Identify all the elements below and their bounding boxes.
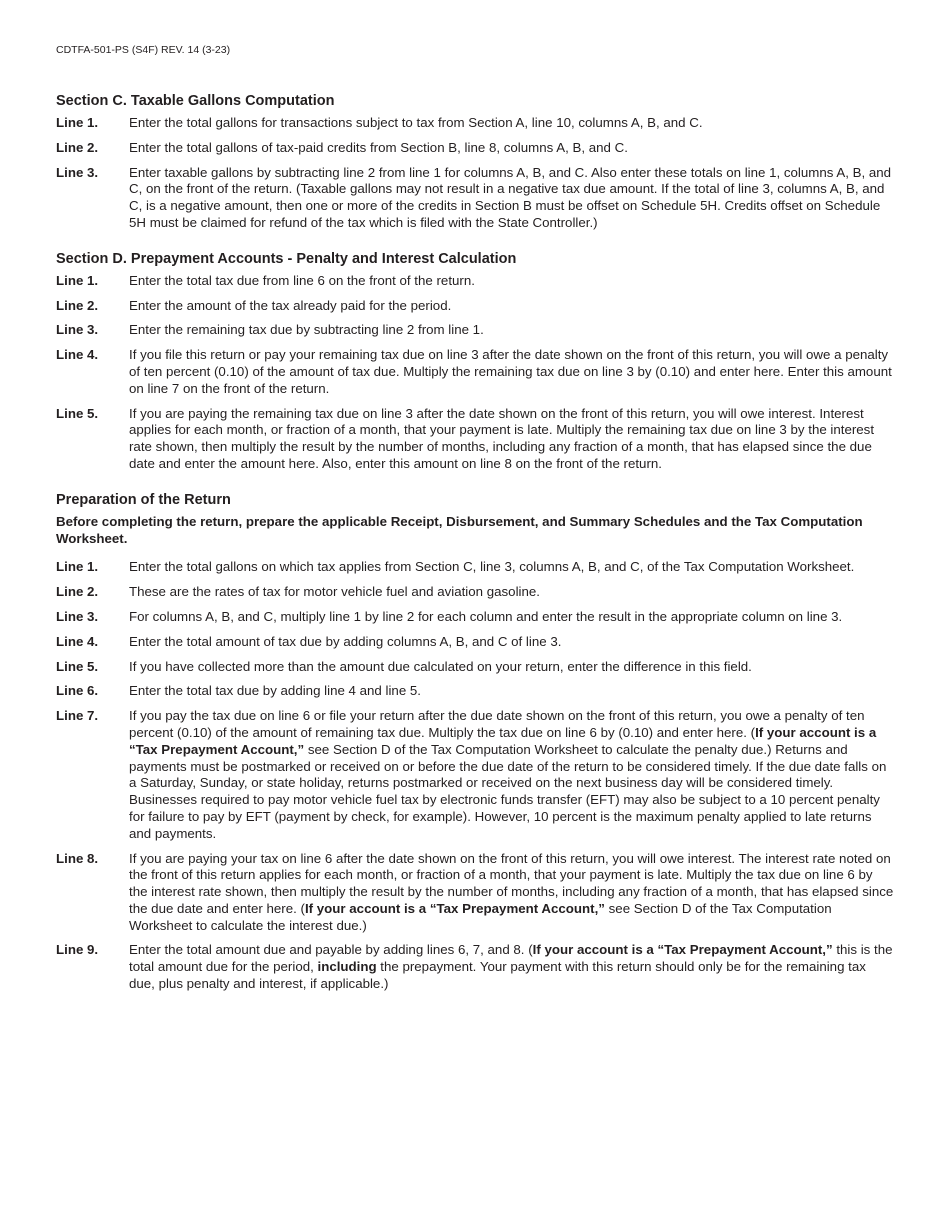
text-part: this is the total amount due for the period, [129, 942, 893, 975]
line-label: Line 2. [56, 139, 99, 155]
section-d-line-3 [56, 322, 894, 339]
line-label: Line 3. [56, 164, 99, 180]
section-d-line-4 [56, 347, 894, 397]
line-text: If you have collected more than the amount due calculated on your return, enter the difference in this field. [129, 658, 752, 674]
line-text: If you are paying the remaining tax due on line 3 after the date shown on the front of this return, you will owe interest. Interest applies for each month, or fraction of a month, that your payment is late. Multiply the remaining tax due on line 3 by the interest rate shown, then multiply the result by the number of months, including any fraction of a month, that has elapsed since the due date and enter the amount here. Also, enter this amount on line 8 on the front of the return. [129, 405, 875, 471]
text-part: see Section D of the Tax Computation Worksheet to calculate the penalty due.) Returns and payments must be postmarked or received on or before the due date of the return to be considered timely. If the due date falls on a Saturday, Sunday, or state holiday, returns postmarked or received on the next business day will be considered timely. Businesses required to pay motor vehicle fuel tax by electronic funds transfer (EFT) may also be subject to a 10 percent penalty for failure to pay by EFT (payment by check, for example). However, 10 percent is the maximum penalty applied to late returns and payments. [129, 741, 887, 841]
line-label: Line 6. [56, 683, 99, 699]
line-label: Line 1. [56, 115, 99, 130]
section-d-line-2 [56, 298, 894, 315]
section-d [56, 251, 894, 473]
text-part: Enter the total amount due and payable by adding lines 6, 7, and 8. ( [129, 942, 533, 958]
line-label: Line 7. [56, 708, 99, 724]
line-label: Line 9. [56, 942, 99, 958]
preparation-intro: Before completing the return, prepare the applicable Receipt, Disbursement, and Summary Schedules and the Tax Computation Worksheet. [56, 513, 863, 546]
line-text: Enter the total gallons on which tax applies from Section C, line 3, columns A, B, and C, of the Tax Computation Worksheet. [129, 559, 855, 575]
line-label: Line 1. [56, 272, 99, 288]
line-text: These are the rates of tax for motor vehicle fuel and aviation gasoline. [129, 584, 540, 600]
line-label: Line 5. [56, 658, 99, 674]
prep-line-6 [56, 683, 894, 700]
line-text: If you file this return or pay your remaining tax due on line 3 after the date shown on the front of this return, you will owe a penalty of ten percent (0.10) of the amount of tax due. Multiply the remaining tax due on line 3 by (0.10) and enter here. Enter this amount on line 7 on the front of the return. [129, 347, 892, 396]
line-text: For columns A, B, and C, multiply line 1 by line 2 for each column and enter the result in the appropriate column on line 3. [129, 608, 843, 624]
section-d-title: Section D. Prepayment Accounts - Penalty and Interest Calculation [56, 250, 517, 267]
emphasis-text: including [317, 959, 377, 975]
line-label: Line 8. [56, 850, 99, 866]
line-label: Line 4. [56, 347, 99, 363]
line-label: Line 4. [56, 633, 99, 649]
line-text: Enter the remaining tax due by subtracting line 2 from line 1. [129, 322, 484, 338]
section-d-line-5 [56, 406, 894, 473]
line-text: Enter the total gallons of tax-paid credits from Section B, line 8, columns A, B, and C. [129, 139, 628, 155]
line-label: Line 3. [56, 322, 99, 338]
line-label: Line 2. [56, 297, 99, 313]
emphasis-text: If your account is a “Tax Prepayment Account,” [532, 942, 833, 958]
line-text [129, 942, 894, 992]
section-c [56, 93, 894, 232]
line-text [129, 708, 894, 842]
line-label: Line 1. [56, 559, 99, 575]
text-part: If you are paying your tax on line 6 after the date shown on the front of this return, you will owe interest. The interest rate noted on the front of this return applies for each month, or fraction of a month, that your payment is late. Multiply the tax due on line 6 by the interest rate shown, then multiply the result by the number of months, including any fraction of a month, that has elapsed since the due date and enter here. ( [129, 850, 894, 916]
prep-line-3 [56, 609, 894, 626]
line-label: Line 5. [56, 405, 99, 421]
section-c-line-3 [56, 165, 894, 232]
text-part: see Section D of the Tax Computation Worksheet to calculate the interest due.) [129, 900, 832, 933]
prep-line-8 [56, 851, 894, 935]
text-part: If you pay the tax due on line 6 or file your return after the due date shown on the front of this return, you owe a penalty of ten percent (0.10) of the amount of remaining tax due. Multiply the tax due on line 6 by (0.10) and enter here. ( [129, 708, 865, 740]
section-c-title: Section C. Taxable Gallons Computation [56, 93, 335, 109]
line-text: Enter the total amount of tax due by adding columns A, B, and C of line 3. [129, 633, 562, 649]
line-text: Enter the total tax due from line 6 on the front of the return. [129, 272, 475, 288]
emphasis-text: If your account is a “Tax Prepayment Account,” [129, 724, 877, 757]
line-text: Enter the total tax due by adding line 4 and line 5. [129, 683, 421, 699]
preparation-title: Preparation of the Return [56, 491, 231, 508]
prep-line-2 [56, 584, 894, 601]
prep-line-4 [56, 634, 894, 651]
preparation-section [56, 492, 894, 993]
section-c-line-1 [56, 115, 894, 132]
line-text: Enter the amount of the tax already paid for the period. [129, 297, 452, 313]
prep-line-7 [56, 708, 894, 842]
section-d-line-1 [56, 273, 894, 290]
line-label: Line 3. [56, 608, 99, 624]
line-text: Enter taxable gallons by subtracting line 2 from line 1 for columns A, B, and C. Also enter these totals on line 1, columns A, B, and C, on the front of the return. (Taxable gallons may not result in a negative tax due amount. If the total of line 3, columns A, B, and C, is a negative amount, then one or more of the credits in Section B must be offset on Schedule 5H. Credits offset on Schedule 5H must be claimed for refund of the tax which is filed with the State Controller.) [129, 164, 892, 230]
text-part: the prepayment. Your payment with this return should only be for the remaining tax due, plus penalty and interest, if applicable.) [129, 959, 866, 992]
line-label: Line 2. [56, 584, 99, 600]
prep-line-5 [56, 659, 894, 676]
section-c-line-2 [56, 140, 894, 157]
prep-line-9 [56, 942, 894, 992]
emphasis-text: If your account is a “Tax Prepayment Account,” [304, 900, 605, 916]
line-text: Enter the total gallons for transactions subject to tax from Section A, line 10, columns A, B, and C. [129, 115, 703, 130]
prep-line-1 [56, 559, 894, 576]
line-text [129, 851, 894, 935]
form-id: CDTFA-501-PS (S4F) REV. 14 (3-23) [56, 44, 231, 56]
